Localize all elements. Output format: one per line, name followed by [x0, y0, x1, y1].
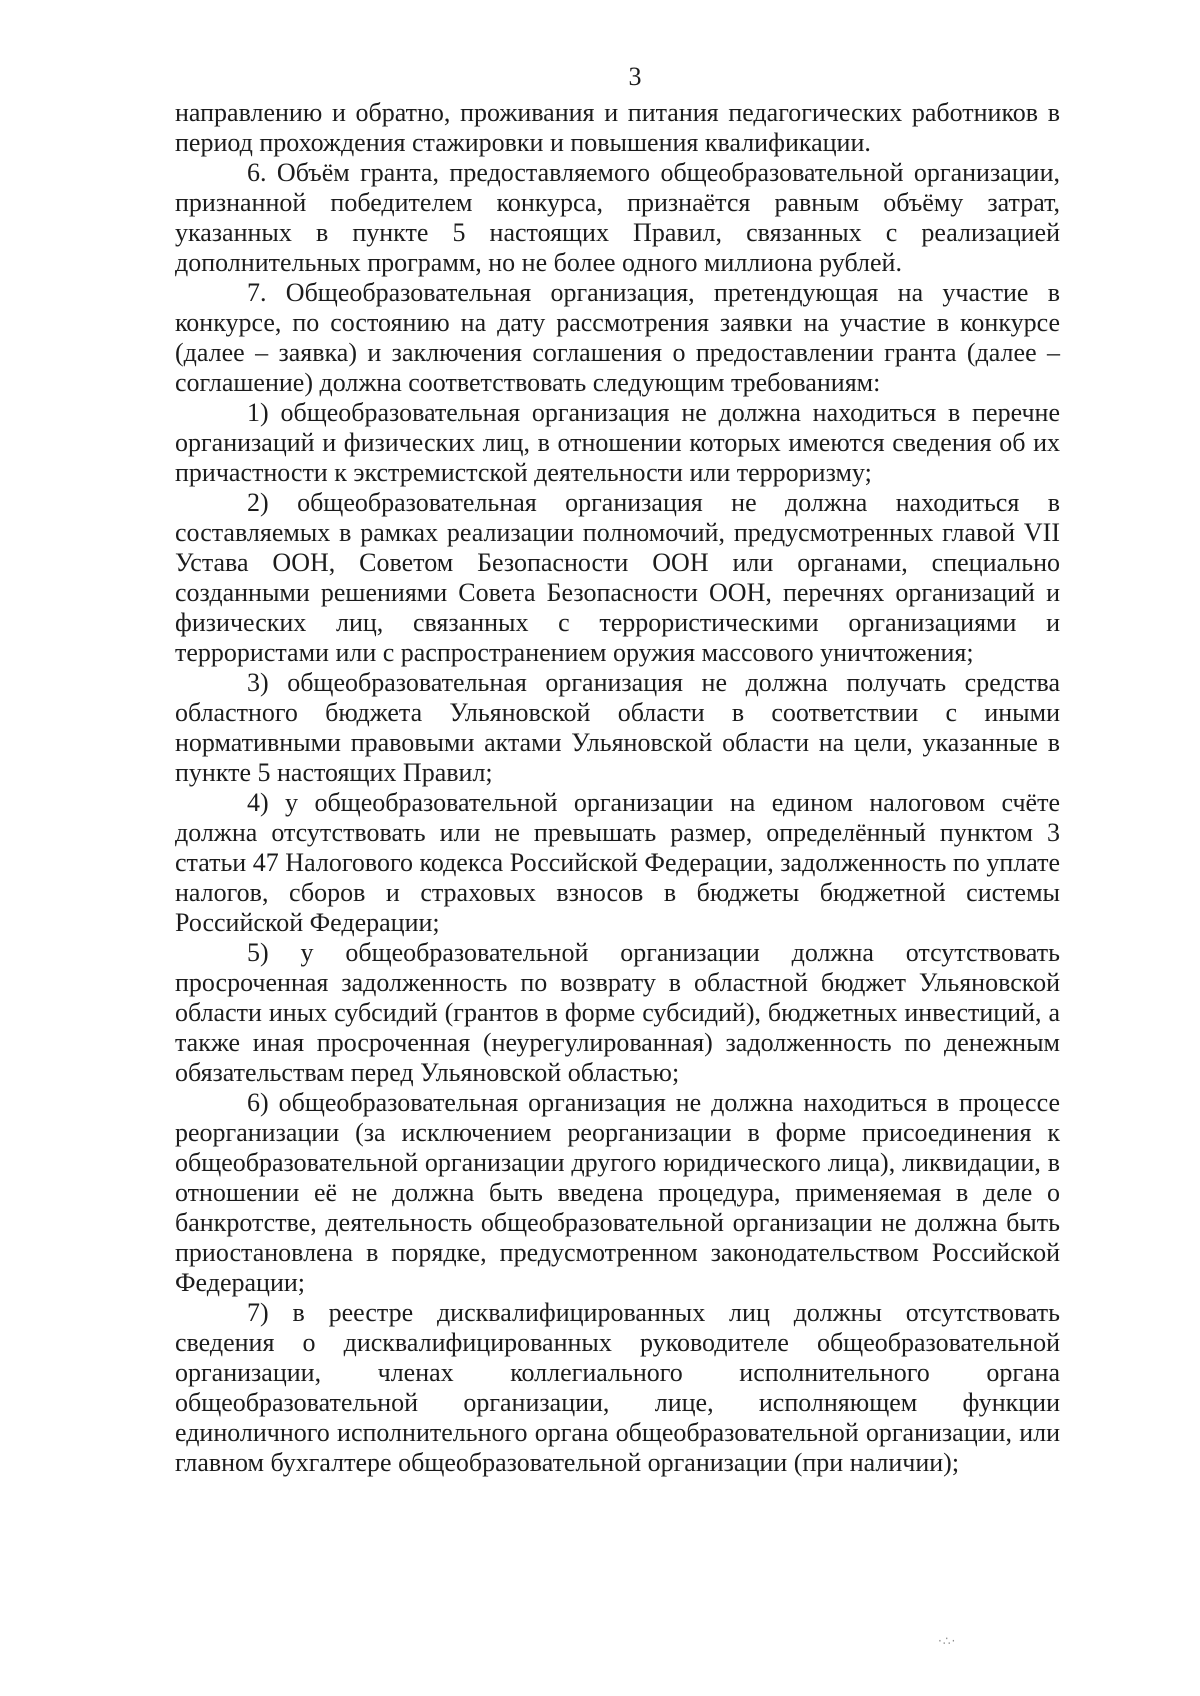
subitem-5: 5) у общеобразовательной организации должна отсутствовать просроченная задолженность по возврату в областной бюджет Ульяновской области иных субсидий (грантов в форме субсидий), бюджетных инвестиций, а также иная просроченная (неурегулированная) задолженность по денежным обязательствам перед Ульяновской областью; — [175, 938, 1060, 1087]
scan-speck-mark: ·∴· — [938, 1634, 957, 1648]
subitem-7: 7) в реестре дисквалифицированных лиц должны отсутствовать сведения о дисквалифицированных руководителе общеобразовательной организации, членах коллегиального исполнительного органа общеобразовательной организации, лице, исполняющем функции единоличного исполнительного органа общеобразовательной организации, или главном бухгалтере общеобразовательной организации (при наличии); — [175, 1298, 1060, 1477]
subitem-2: 2) общеобразовательная организация не должна находиться в составляемых в рамках реализации полномочий, предусмотренных главой VII Устава ООН, Советом Безопасности ООН или органами, специально созданными решениями Совета Безопасности ООН, перечнях организаций и физических лиц, связанных с террористическими организациями и террористами или с распространением оружия массового уничтожения; — [175, 488, 1060, 667]
subitem-3: 3) общеобразовательная организация не должна получать средства областного бюджета Ульяновской области в соответствии с иными нормативными правовыми актами Ульяновской области на цели, указанные в пункте 5 настоящих Правил; — [175, 668, 1060, 787]
document-body — [175, 98, 1060, 1478]
paragraph-item-7: 7. Общеобразовательная организация, претендующая на участие в конкурсе, по состоянию на дату рассмотрения заявки на участие в конкурсе (далее – заявка) и заключения соглашения о предоставлении гранта (далее – соглашение) должна соответствовать следующим требованиям: — [175, 278, 1060, 397]
page-number: 3 — [628, 62, 642, 91]
paragraph-item-6: 6. Объём гранта, предоставляемого общеобразовательной организации, признанной победителем конкурса, признаётся равным объёму затрат, указанных в пункте 5 настоящих Правил, связанных с реализацией дополнительных программ, но не более одного миллиона рублей. — [175, 158, 1060, 277]
subitem-4: 4) у общеобразовательной организации на едином налоговом счёте должна отсутствовать или не превышать размер, определённый пунктом 3 статьи 47 Налогового кодекса Российской Федерации, задолженность по уплате налогов, сборов и страховых взносов в бюджеты бюджетной системы Российской Федерации; — [175, 788, 1060, 937]
paragraph-continuation: направлению и обратно, проживания и питания педагогических работников в период прохождения стажировки и повышения квалификации. — [175, 98, 1060, 157]
subitem-6: 6) общеобразовательная организация не должна находиться в процессе реорганизации (за исключением реорганизации в форме присоединения к общеобразовательной организации другого юридического лица), ликвидации, в отношении её не должна быть введена процедура, применяемая в деле о банкротстве, деятельность общеобразовательной организации не должна быть приостановлена в порядке, предусмотренном законодательством Российской Федерации; — [175, 1088, 1060, 1297]
subitem-1: 1) общеобразовательная организация не должна находиться в перечне организаций и физических лиц, в отношении которых имеются сведения об их причастности к экстремистской деятельности или терроризму; — [175, 398, 1060, 487]
